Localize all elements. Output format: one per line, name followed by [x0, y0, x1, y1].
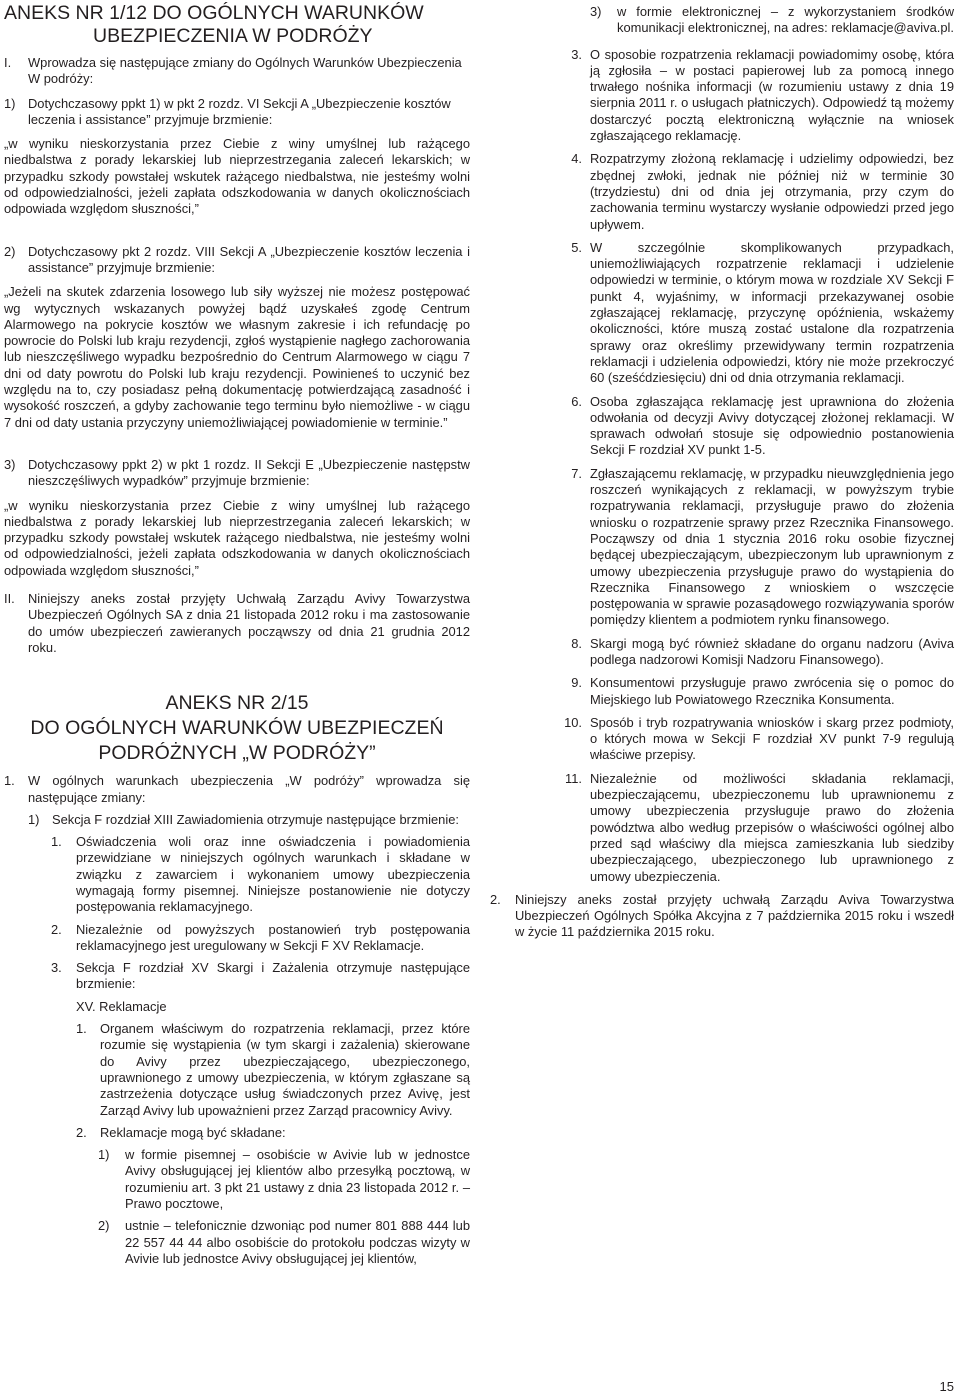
point-number: 1.: [4, 773, 15, 789]
item-text: Niezależnie od powyższych postanowień tryb postępowania reklamacyjnego jest uregulowany w Sekcji F XV Reklamacje.: [76, 921, 470, 953]
left-column: [4, 0, 470, 1267]
point-text: Dotychczasowy ppkt 1) w pkt 2 rozdz. VI Sekcji A „Ubezpieczenie kosztów leczenia i assistance” przyjmuje brzmienie:: [28, 95, 451, 127]
aneks2-title-line1: ANEKS NR 2/15: [165, 692, 309, 715]
point-number: 2): [4, 243, 16, 259]
section-I: [4, 55, 470, 88]
section-number: II.: [4, 591, 15, 607]
list-item: [557, 240, 954, 387]
item-text: Osoba zgłaszająca reklamację jest uprawniona do złożenia odwołania od decyzji Avivy dotyczącej złożonej reklamacji. W sprawach odwołań stosuje się odpowiednio postanowienia Sekcji F rozdział XV punkt 1-5.: [590, 393, 954, 458]
point-number: 3): [4, 456, 16, 472]
item-number: 9.: [571, 675, 582, 691]
item-number: 3.: [571, 46, 582, 62]
point-text: Dotychczasowy ppkt 2) w pkt 1 rozdz. II Sekcji E „Ubezpieczenie następstw nieszczęśliwych wypadków” przyjmuje brzmienie:: [28, 456, 470, 489]
aneks1-title: [4, 2, 470, 48]
list-item: [557, 151, 954, 232]
list-item: [557, 771, 954, 885]
list-item: [557, 636, 954, 669]
item-number: 4.: [571, 151, 582, 167]
section-text: Niniejszy aneks został przyjęty Uchwałą Zarządu Avivy Towarzystwa Ubezpieczeń Ogólnych SA z dnia 21 listopada 2012 roku i ma zastosowanie do umów ubezpieczeń zawieranych począwszy od dnia 21 grudnia 2012 roku.: [28, 591, 470, 655]
point-2: [4, 244, 470, 277]
item-text: Skargi mogą być również składane do organu nadzoru (Aviva podlega nadzorowi Komisji Nadzoru Finansowego).: [590, 635, 954, 667]
item-number: 2): [98, 1218, 110, 1234]
aneks2-title: [4, 692, 470, 765]
item-text: w formie pisemnej – osobiście w Avivie lub w jednostce Avivy obsługującej jej klientów albo przesyłką pocztową, w rozumieniu art. 3 pkt 21 ustawy z dnia 23 listopada 2012 r. – Prawo pocztowe,: [125, 1147, 470, 1212]
item-text: O sposobie rozpatrzenia reklamacji powiadomimy osobę, która ją zgłosiła – w postaci papierowej lub za pomocą innego trwałego nośnika informacji (w rozumieniu ustawy z dnia 19 sierpnia 2011 r. o usługach płatniczych). Odpowiedź tą możemy dostarczyć pocztą elektroniczną wyłącznie na wniosek zgłaszającego reklamację.: [590, 46, 954, 144]
reklamacje-form-2: [98, 1218, 470, 1267]
item-text: w formie elektronicznej – z wykorzystaniem środków komunikacji elektronicznej, na adres: reklamacje@aviva.pl.: [617, 4, 954, 36]
item-text: Zgłaszającemu reklamację, w przypadku nieuwzględnienia jego roszczeń wynikających z reklamacji, w powyższym trybie rozpatrywania reklamacji, przysługuje prawo do złożenia wniosku o rozpatrzenie sprawy przez Rzecznika Finansowego. Począwszy od dnia 1 stycznia 2016 roku osobie fizycznej będącej ubezpieczającym, ubezpieczonym lub uprawnionym z umowy ubezpieczenia przysługuje prawo do wystąpienia do Rzecznika Finansowego z wnioskiem o wszczęcie postępowania w sprawie pozasądowego rozwiązywania sporów pomiędzy klientem a podmiotem rynku finansowego.: [590, 465, 954, 628]
list-item: [557, 675, 954, 708]
reklamacje-form-1: [98, 1147, 470, 1212]
item-number: 2.: [51, 921, 62, 937]
list-item: [557, 47, 954, 145]
aneks1-title-line2: UBEZPIECZENIA W PODRÓŻY: [93, 25, 373, 47]
point-3: [4, 457, 470, 490]
section-II: [4, 591, 470, 656]
point-text: W ogólnych warunkach ubezpieczenia „W podróży” wprowadza się następujące zmiany:: [28, 773, 470, 805]
item-text: W szczególnie skomplikowanych przypadkach, uniemożliwiających rozpatrzenie reklamacji i udzielenie odpowiedzi w terminie, o którym mowa w rozdziale XV Sekcji F punkt 4, wyjaśnimy, w informacji przekazywanej osobie zgłaszającej reklamację, przyczynę opóźnienia, wskażemy okoliczności, które muszą zostać ustalone dla rozpatrzenia sprawy oraz określimy przewidywany termin rozpatrzenia reklamacji i udzielenia odpowiedzi, który nie może przekroczyć 60 (sześćdziesięciu) dni od dnia otrzymania reklamacji.: [590, 239, 954, 386]
item-number: 1.: [76, 1021, 87, 1037]
item-number: 11.: [565, 770, 582, 786]
item-text: Sekcja F rozdział XV Skargi i Zażalenia otrzymuje następujące brzmienie:: [76, 960, 470, 992]
list-item: [557, 715, 954, 764]
item-text: Niezależnie od możliwości składania reklamacji, ubezpieczającemu, ubezpieczonemu lub uprawnionemu z umowy ubezpieczenia przysługuje prawo do złożenia powództwa albo według przepisów o właściwości ogólnej albo przed sąd właściwy dla miejsca zamieszkania lub siedziby ubezpieczającego, ubezpieczonego lub uprawnionego z umowy ubezpieczenia.: [590, 770, 954, 884]
item-text: Konsumentowi przysługuje prawo zwrócenia się o pomoc do Miejskiego lub Powiatowego Rzecznika Konsumenta.: [590, 675, 954, 707]
aneks2-point-1: [4, 773, 470, 806]
point-1: [4, 96, 470, 129]
aneks2-subpoint-1: [28, 812, 470, 828]
list-item: [557, 394, 954, 459]
item-number: 5.: [571, 239, 582, 255]
reklamacje-form-3: [590, 4, 954, 37]
item-text: Sposób i tryb rozpatrywania wniosków i skarg przez podmioty, o których mowa w Sekcji F rozdział XV punkt 7-9 regulują właściwe przepisy.: [590, 714, 954, 763]
section-text: Wprowadza się następujące zmiany do Ogólnych Warunków Ubezpieczenia W podróży:: [28, 55, 462, 87]
zawiadomienia-item-2: [51, 922, 470, 955]
point-number: 1): [4, 95, 16, 111]
page-number: 15: [939, 1378, 954, 1394]
point-text: Niniejszy aneks został przyjęty uchwałą Zarządu Aviva Towarzystwa Ubezpieczeń Ogólnych Spółka Akcyjna z 7 października 2015 roku i wszedł w życie 11 października 2015 roku.: [515, 891, 954, 940]
zawiadomienia-item-3: [51, 960, 470, 993]
item-text: ustnie – telefonicznie dzwoniąc pod numer 801 888 444 lub 22 557 44 44 albo osobiście do protokołu podczas wizyty w Avivie lub jednostce Avivy obsługującej jej klientów,: [125, 1218, 470, 1266]
aneks2-title-line2: DO OGÓLNYCH WARUNKÓW UBEZPIECZEŃ: [30, 717, 444, 740]
reklamacje-heading: XV. Reklamacje: [76, 998, 167, 1014]
section-number: I.: [4, 55, 12, 70]
point-number: 1): [28, 811, 40, 827]
item-text: Organem właściwym do rozpatrzenia reklamacji, przez które rozumie się wystąpienia (w tym skargi i zażalenia) skierowane do Avivy przez ubezpieczającego, ubezpieczonego, uprawnionego z umowy ubezpieczenia, w którym zgłaszane są zastrzeżenia dotyczące usług świadczonych przez Avivę, jest Zarząd Avivy lub upoważnieni przez Zarząd pracownicy Avivy.: [100, 1021, 470, 1118]
reklamacje-item-2: [76, 1125, 470, 1141]
quote-2: „Jeżeli na skutek zdarzenia losowego lub siły wyższej nie możesz postępować wg wytycznych wskazanych powyżej bądź uzyskałeś zgodę Centrum Alarmowego na pokrycie kosztów we własnym zakresie i ich refundację po powrocie do Polski lub kraju rezydencji, zgłoś wystąpienie nagłego zachorowania lub nieszczęśliwego wypadku bezpośrednio do Centrum Alarmowego w ciągu 7 dni od daty powrotu do Polski lub kraju rezydencji. Powinieneś to uczynić bez względu na to, czy posiadasz pełną dokumentację potwierdzającą zasadność i wysokość roszczeń, a gdyby zachowanie tego terminu było niemożliwe - w ciągu 7 dni od daty ustania przyczyny uniemożliwiającej powiadomienie w terminie.”: [4, 284, 470, 430]
aneks1-title-line1: ANEKS NR 1/12 DO OGÓLNYCH WARUNKÓW: [4, 2, 424, 24]
item-number: 2.: [76, 1124, 87, 1140]
quote-3: „w wyniku nieskorzystania przez Ciebie z winy umyślnej lub rażącego niedbalstwa z porady lekarskiej lub nieprzestrzegania zaleceń lekarskich; w przypadku szkody powstałej wskutek rażącego niedbalstwa, nie jesteśmy wolni od odpowiedzialności, jeżeli zapłata odszkodowania w danych okolicznościach odpowiada względom słuszności,”: [4, 497, 470, 578]
reklamacje-item-1: [76, 1021, 470, 1119]
item-number: 1.: [51, 834, 62, 850]
point-text: Dotychczasowy pkt 2 rozdz. VIII Sekcji A „Ubezpieczenie kosztów leczenia i assistance” przyjmuje brzmienie:: [28, 243, 470, 275]
item-number: 3): [590, 4, 602, 19]
zawiadomienia-item-1: [51, 834, 470, 915]
point-text: Sekcja F rozdział XIII Zawiadomienia otrzymuje następujące brzmienie:: [52, 811, 459, 827]
item-number: 3.: [51, 960, 62, 976]
reklamacje-items-list: [557, 47, 954, 885]
item-text: Oświadczenia woli oraz inne oświadczenia i powiadomienia przewidziane w niniejszych ogólnych warunkach i składane w związku z zawarciem i wykonaniem umowy ubezpieczenia wymagają formy pisemnej. Niniejsze postanowienie nie dotyczy postępowania reklamacyjnego.: [76, 834, 470, 915]
list-item: [557, 466, 954, 629]
right-column: [490, 0, 954, 941]
point-number: 2.: [490, 891, 501, 907]
item-text: Rozpatrzymy złożoną reklamację i udzielimy odpowiedzi, bez zbędnej zwłoki, jednak nie później niż w terminie 30 (trzydziestu) dni od dnia jej otrzymania, przy czym do zachowania terminu wystarczy wysłanie odpowiedzi przed jego upływem.: [590, 151, 954, 232]
item-number: 10.: [564, 714, 582, 730]
aneks2-title-line3: PODRÓŻNYCH „W PODRÓŻY”: [98, 742, 376, 765]
quote-1: „w wyniku nieskorzystania przez Ciebie z winy umyślnej lub rażącego niedbalstwa z porady lekarskiej lub nieprzestrzegania zaleceń lekarskich; w przypadku szkody powstałej wskutek rażącego niedbalstwa, nie jesteśmy wolni od odpowiedzialności, jeżeli zapłata odszkodowania w danych okolicznościach odpowiada względom słuszności,”: [4, 136, 470, 217]
item-number: 8.: [571, 635, 582, 651]
item-number: 7.: [571, 465, 582, 481]
aneks2-point-2: [490, 892, 954, 941]
item-text: Reklamacje mogą być składane:: [100, 1124, 286, 1140]
item-number: 6.: [571, 393, 582, 409]
item-number: 1): [98, 1147, 110, 1163]
